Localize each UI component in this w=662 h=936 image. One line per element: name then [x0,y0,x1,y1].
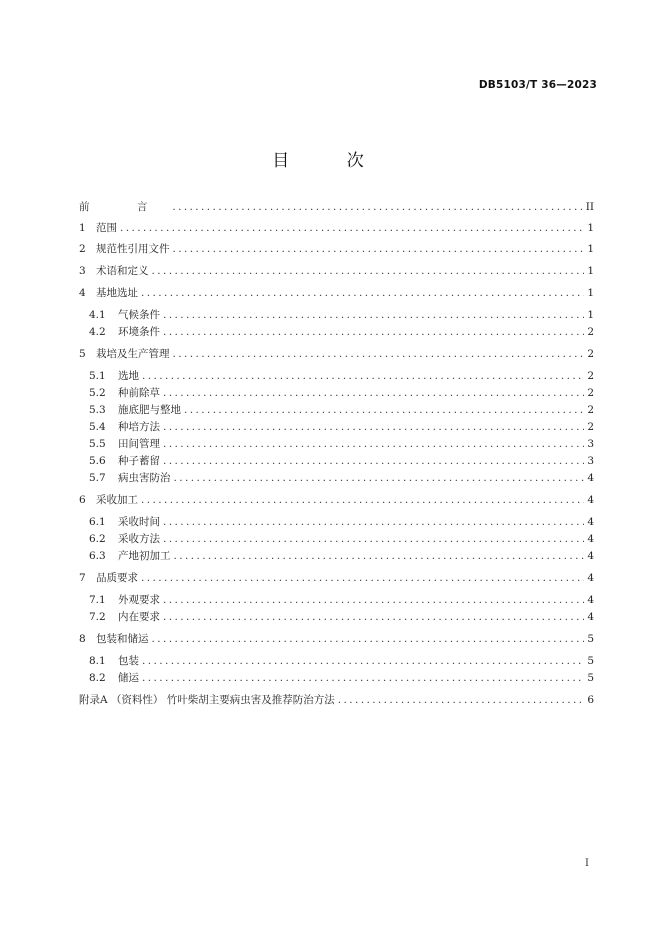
toc-entry-8-1[interactable] [89,654,594,669]
toc-entry-title: 种培方法 [118,421,160,433]
toc-entry-page: 6 [587,694,594,706]
toc-entry-foreword[interactable] [79,200,594,215]
toc-entry-page: 2 [587,404,594,416]
toc-entry-page: 1 [587,222,594,234]
toc-entry-8-2[interactable] [89,671,594,686]
toc-entry-page: 2 [587,387,594,399]
toc-entry-page: II [585,201,594,213]
page-number: I [585,858,589,869]
toc-entry-title: 气候条件 [118,309,160,321]
toc-entry-title: 田间管理 [118,438,160,450]
toc-entry-3[interactable] [79,264,594,279]
toc-entry-8[interactable] [79,632,594,647]
toc-entry-title: 种前除草 [118,387,160,399]
toc-entry-number: 7.2 [89,611,106,623]
toc-entry-1[interactable] [79,221,594,236]
toc-entry-title: 采收方法 [118,533,160,545]
toc-entry-title: 环境条件 [118,326,160,338]
toc-leader-dots [163,325,584,340]
toc-entry-number: 7 [79,572,86,584]
toc-entry-number: 6.1 [89,516,106,528]
toc-entry-2[interactable] [79,242,594,257]
toc-leader-dots [141,571,584,586]
toc-leader-dots [141,286,584,301]
toc-entry-number: 5.4 [89,421,106,433]
toc-entry-6-2[interactable] [89,532,594,547]
toc-entry-title: 品质要求 [96,572,138,584]
toc-entry-number: 5.2 [89,387,106,399]
toc-entry-number: 6 [79,494,86,506]
toc-entry-number: 5.5 [89,438,106,450]
toc-entry-number: 1 [79,222,86,234]
toc-entry-number: 6.3 [89,550,106,562]
toc-entry-title: 产地初加工 [118,550,171,562]
document-code: DB5103/T 36—2023 [478,79,597,91]
toc-entry-title: 包装 [118,655,139,667]
toc-leader-dots [163,386,584,401]
toc-entry-number: 5.6 [89,455,106,467]
toc-entry-title: 采收加工 [96,494,138,506]
toc-entry-number: 5.3 [89,404,106,416]
toc-entry-page: 5 [587,633,594,645]
toc-entry-page: 1 [587,243,594,255]
toc-leader-dots [338,693,585,708]
toc-entry-title: 外观要求 [118,594,160,606]
toc-entry-title: 规范性引用文件 [96,243,170,255]
toc-entry-number: 7.1 [89,594,106,606]
toc-entry-7-1[interactable] [89,593,594,608]
toc-leader-dots [184,403,584,418]
toc-leader-dots [120,221,584,236]
toc-entry-page: 4 [587,594,594,606]
toc-entry-number: 4 [79,287,86,299]
toc-leader-dots [174,549,585,564]
toc-entry-page: 4 [587,516,594,528]
toc-entry-page: 4 [587,494,594,506]
toc-entry-page: 1 [587,265,594,277]
toc-entry-number: 8 [79,633,86,645]
toc-entry-5[interactable] [79,347,594,362]
toc-entry-page: 5 [587,655,594,667]
toc-entry-6[interactable] [79,493,594,508]
toc-entry-page: 3 [587,438,594,450]
toc-entry-5-6[interactable] [89,454,594,469]
toc-leader-dots [163,610,584,625]
toc-leader-dots [172,200,582,215]
toc-entry-7[interactable] [79,571,594,586]
toc-entry-page: 4 [587,611,594,623]
toc-entry-number: 5.7 [89,472,106,484]
toc-entry-5-7[interactable] [89,471,594,486]
toc-heading: 目 次 [272,151,390,171]
toc-leader-dots [163,437,584,452]
toc-entry-page: 1 [587,287,594,299]
toc-leader-dots [163,515,584,530]
toc-entry-5-2[interactable] [89,386,594,401]
toc-entry-5-5[interactable] [89,437,594,452]
toc-entry-5-1[interactable] [89,369,594,384]
toc-entry-number: 4.2 [89,326,106,338]
toc-entry-5-4[interactable] [89,420,594,435]
toc-entry-4-1[interactable] [89,308,594,323]
toc-entry-page: 3 [587,455,594,467]
toc-entry-page: 2 [587,370,594,382]
toc-entry-7-2[interactable] [89,610,594,625]
toc-entry-number: 5.1 [89,370,106,382]
toc-leader-dots [152,632,585,647]
toc-entry-number: 8.2 [89,672,106,684]
toc-entry-page: 2 [587,326,594,338]
toc-entry-appendix-a[interactable] [79,693,594,708]
toc-entry-title: 包装和储运 [96,633,149,645]
toc-leader-dots [152,264,585,279]
toc-leader-dots [173,242,585,257]
toc-leader-dots [163,308,584,323]
toc-entry-4-2[interactable] [89,325,594,340]
toc-entry-title: 采收时间 [118,516,160,528]
toc-entry-number: 2 [79,243,86,255]
toc-entry-title: 储运 [118,672,139,684]
toc-entry-title: 术语和定义 [96,265,149,277]
toc-entry-number: 3 [79,265,86,277]
toc-leader-dots [173,347,585,362]
toc-entry-page: 5 [587,672,594,684]
toc-entry-number: 5 [79,348,86,360]
toc-entry-6-3[interactable] [89,549,594,564]
toc-entry-page: 2 [587,348,594,360]
toc-entry-title: 内在要求 [118,611,160,623]
toc-leader-dots [142,369,584,384]
toc-leader-dots [142,671,584,686]
toc-entry-number: 4.1 [89,309,106,321]
toc-leader-dots [163,593,584,608]
toc-entry-title: 种子蓄留 [118,455,160,467]
toc-entry-6-1[interactable] [89,515,594,530]
toc-entry-page: 2 [587,421,594,433]
toc-entry-page: 4 [587,572,594,584]
toc-entry-page: 1 [587,309,594,321]
toc-entry-number: 8.1 [89,655,106,667]
toc-entry-page: 4 [587,472,594,484]
toc-entry-page: 4 [587,550,594,562]
toc-entry-title: 基地选址 [96,287,138,299]
toc-leader-dots [163,532,584,547]
toc-leader-dots [163,454,584,469]
toc-entry-title: 范围 [96,222,117,234]
toc-leader-dots [163,420,584,435]
toc-entry-title: 选地 [118,370,139,382]
toc-entry-5-3[interactable] [89,403,594,418]
toc-entry-title: 栽培及生产管理 [96,348,170,360]
toc-entry-title: 病虫害防治 [118,472,171,484]
toc-leader-dots [141,493,584,508]
toc-entry-page: 4 [587,533,594,545]
toc-entry-4[interactable] [79,286,594,301]
toc-entry-title: 前 言 [79,201,170,213]
toc-entry-title: 施底肥与整地 [118,404,181,416]
toc-leader-dots [174,471,585,486]
toc-entry-number: 6.2 [89,533,106,545]
toc-leader-dots [142,654,584,669]
toc-entry-title: 附录A （资料性） 竹叶柴胡主要病虫害及推荐防治方法 [79,694,335,706]
